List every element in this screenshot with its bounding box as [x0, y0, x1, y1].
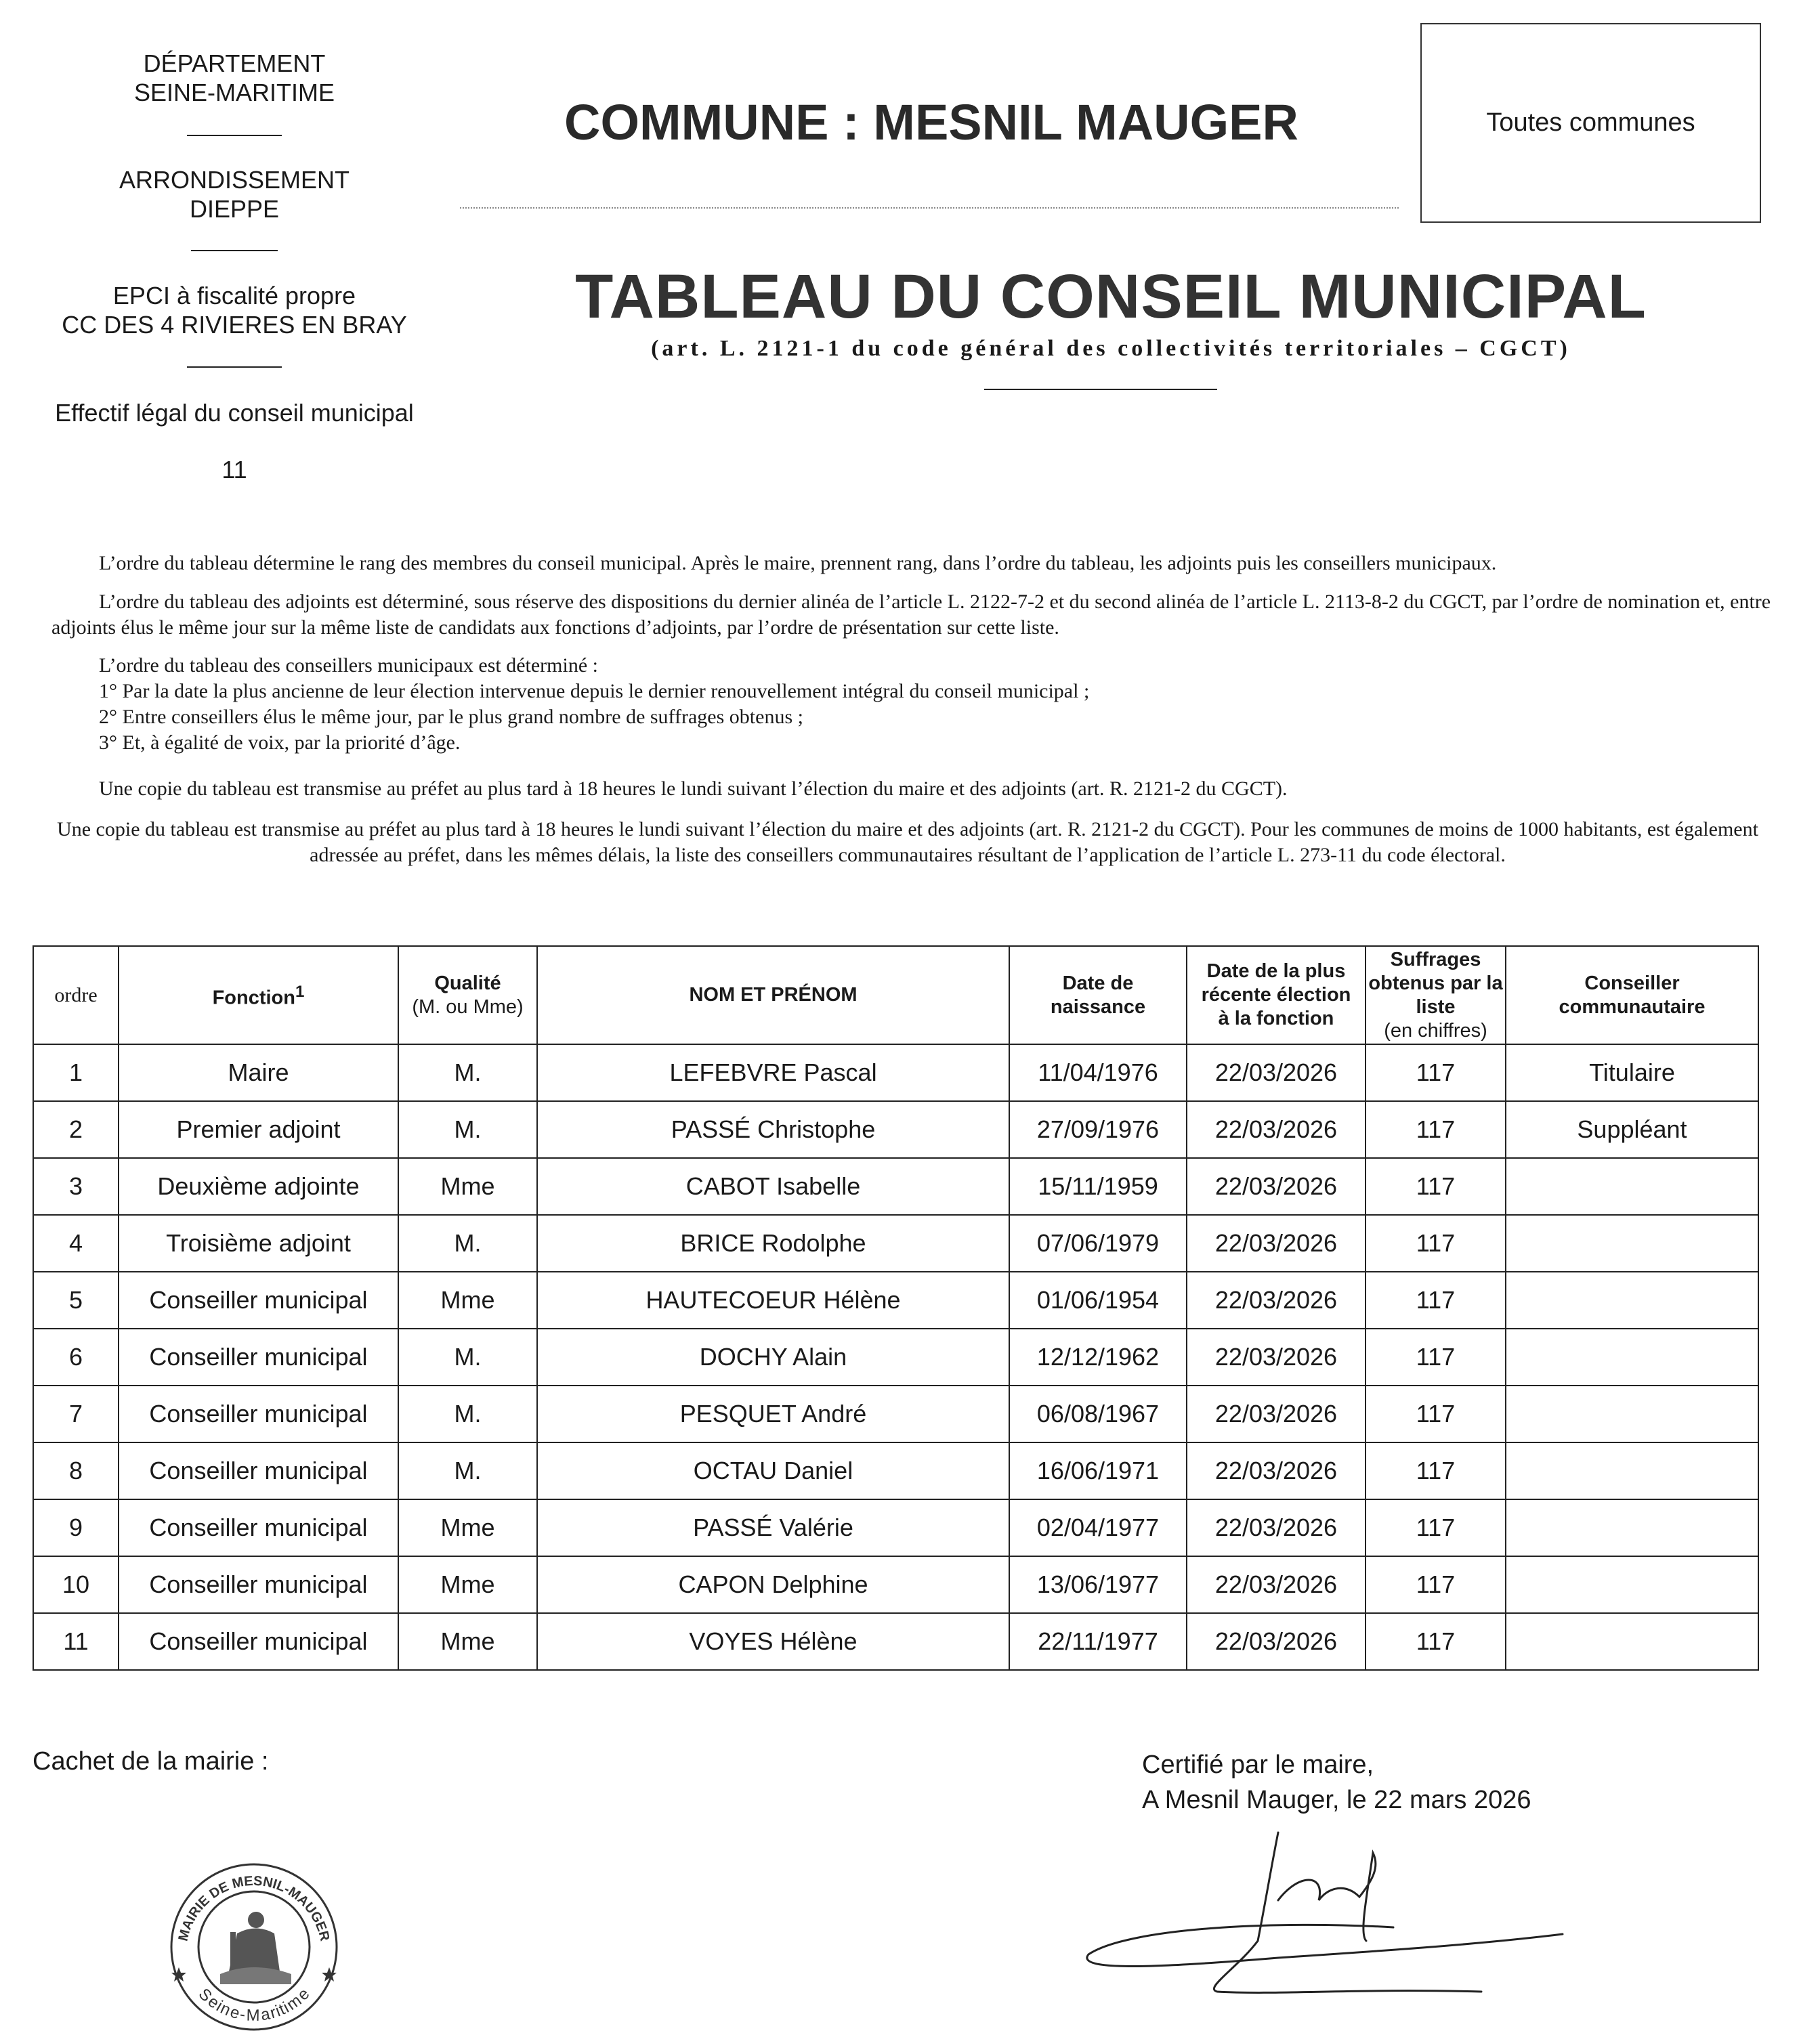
dotted-divider	[460, 207, 1399, 209]
cell-ordre: 6	[33, 1329, 119, 1386]
cell-ordre: 11	[33, 1613, 119, 1670]
table-row	[33, 1442, 1758, 1499]
scope-box	[1420, 23, 1761, 223]
cell-suffrages: 117	[1366, 1272, 1506, 1329]
header-naissance: Date de naissance	[1009, 946, 1187, 1044]
paragraph-3-item-2: 2° Entre conseillers élus le même jour, par le plus grand nombre de suffrages obtenus ;	[99, 706, 803, 728]
cell-suffrages: 117	[1366, 1158, 1506, 1215]
cell-qualite: M.	[398, 1101, 537, 1158]
cell-nom: BRICE Rodolphe	[537, 1215, 1009, 1272]
departement-value: SEINE-MARITIME	[133, 79, 335, 106]
stamp-top-text: MAIRIE DE MESNIL-MAUGER	[175, 1873, 333, 1943]
cell-communautaire	[1506, 1556, 1758, 1613]
cell-suffrages: 117	[1366, 1442, 1506, 1499]
cell-suffrages: 117	[1366, 1329, 1506, 1386]
footnote-marker: 1	[295, 983, 305, 1002]
table-row	[33, 1215, 1758, 1272]
table-row	[33, 1499, 1758, 1556]
cell-election: 22/03/2026	[1187, 1215, 1366, 1272]
header-nom: NOM ET PRÉNOM	[537, 946, 1009, 1044]
cell-naissance: 27/09/1976	[1009, 1101, 1187, 1158]
mairie-stamp	[163, 1859, 345, 2035]
cell-election: 22/03/2026	[1187, 1044, 1366, 1101]
cell-communautaire: Suppléant	[1506, 1101, 1758, 1158]
cell-suffrages: 117	[1366, 1613, 1506, 1670]
cell-qualite: M.	[398, 1386, 537, 1442]
cell-ordre: 5	[33, 1272, 119, 1329]
cell-communautaire	[1506, 1613, 1758, 1670]
header-suffrages-sub: (en chiffres)	[1384, 1019, 1487, 1042]
cell-qualite: M.	[398, 1215, 537, 1272]
cell-fonction: Conseiller municipal	[119, 1329, 398, 1386]
cell-qualite: M.	[398, 1044, 537, 1101]
cell-naissance: 16/06/1971	[1009, 1442, 1187, 1499]
cell-election: 22/03/2026	[1187, 1329, 1366, 1386]
cachet-label: Cachet de la mairie :	[33, 1747, 269, 1776]
cell-communautaire	[1506, 1158, 1758, 1215]
cell-ordre: 8	[33, 1442, 119, 1499]
header-qualite	[398, 946, 537, 1044]
cell-ordre: 10	[33, 1556, 119, 1613]
paragraph-2: L’ordre du tableau des adjoints est déterminé, sous réserve des dispositions du dernier alinéa de l’article L. 2122-7-2 et du second alinéa de l’article L. 2113-8-2 du CGCT, par l’ordre de nomination et, entre adjoints élus le même jour sur la même liste de candidats aux fonctions d’adjoints, par l’ordre de présentation sur cette liste.	[51, 591, 1771, 639]
cell-naissance: 01/06/1954	[1009, 1272, 1187, 1329]
arrondissement-value: DIEPPE	[189, 195, 280, 223]
cell-nom: PESQUET André	[537, 1386, 1009, 1442]
cell-naissance: 02/04/1977	[1009, 1499, 1187, 1556]
certification-line-1: Certifié par le maire,	[1142, 1751, 1374, 1779]
header-qualite-sub: (M. ou Mme)	[412, 995, 524, 1018]
cell-qualite: M.	[398, 1442, 537, 1499]
table-row	[33, 1272, 1758, 1329]
mayor-signature	[1075, 1826, 1569, 2002]
paragraph-3-item-3: 3° Et, à égalité de voix, par la priorité d’âge.	[99, 731, 461, 754]
cell-nom: DOCHY Alain	[537, 1329, 1009, 1386]
title-underline	[984, 389, 1217, 390]
header-communautaire: Conseiller communautaire	[1506, 946, 1758, 1044]
cell-fonction: Conseiller municipal	[119, 1613, 398, 1670]
cell-communautaire	[1506, 1272, 1758, 1329]
marianne-figure	[220, 1912, 291, 1984]
cell-communautaire: Titulaire	[1506, 1044, 1758, 1101]
cell-election: 22/03/2026	[1187, 1272, 1366, 1329]
paragraph-5: Une copie du tableau est transmise au préfet au plus tard à 18 heures le lundi suivant l’élection du maire et des adjoints (art. R. 2121-2 du CGCT). Pour les communes de moins de 1000 habitants, est également adressée au préfet, dans les mêmes délais, la liste des conseillers communautaires résultant de l’application de l’article L. 273-11 du code électoral.	[57, 818, 1758, 866]
header-election: Date de la plus récente élection à la fonction	[1187, 946, 1366, 1044]
cell-nom: PASSÉ Valérie	[537, 1499, 1009, 1556]
effectif-value: 11	[221, 456, 247, 484]
header-suffrages	[1366, 946, 1506, 1044]
cell-naissance: 06/08/1967	[1009, 1386, 1187, 1442]
header-qualite-label: Qualité	[434, 972, 501, 994]
document-title: TABLEAU DU CONSEIL MUNICIPAL	[575, 262, 1647, 331]
table-row	[33, 1158, 1758, 1215]
cell-nom: CABOT Isabelle	[537, 1158, 1009, 1215]
paragraph-1: L’ordre du tableau détermine le rang des membres du conseil municipal. Après le maire, prennent rang, dans l’ordre du tableau, les adjoints puis les conseillers municipaux.	[99, 552, 1497, 574]
paragraph-3: L’ordre du tableau des conseillers municipaux est déterminé :	[99, 654, 598, 677]
cell-fonction: Conseiller municipal	[119, 1272, 398, 1329]
cell-fonction: Premier adjoint	[119, 1101, 398, 1158]
paragraph-4: Une copie du tableau est transmise au préfet au plus tard à 18 heures le lundi suivant l’élection du maire et des adjoints (art. R. 2121-2 du CGCT).	[99, 777, 1288, 800]
cell-election: 22/03/2026	[1187, 1158, 1366, 1215]
cell-election: 22/03/2026	[1187, 1613, 1366, 1670]
table-row	[33, 1556, 1758, 1613]
cell-suffrages: 117	[1366, 1499, 1506, 1556]
document-subtitle: (art. L. 2121-1 du code général des collectivités territoriales – CGCT)	[651, 336, 1571, 361]
cell-fonction: Conseiller municipal	[119, 1386, 398, 1442]
cell-election: 22/03/2026	[1187, 1442, 1366, 1499]
cell-suffrages: 117	[1366, 1101, 1506, 1158]
cell-nom: LEFEBVRE Pascal	[537, 1044, 1009, 1101]
cell-suffrages: 117	[1366, 1386, 1506, 1442]
cell-fonction: Conseiller municipal	[119, 1556, 398, 1613]
departement-label: DÉPARTEMENT	[143, 49, 326, 77]
cell-naissance: 13/06/1977	[1009, 1556, 1187, 1613]
cell-fonction: Conseiller municipal	[119, 1499, 398, 1556]
cell-qualite: Mme	[398, 1556, 537, 1613]
cell-qualite: M.	[398, 1329, 537, 1386]
cell-communautaire	[1506, 1499, 1758, 1556]
cell-qualite: Mme	[398, 1499, 537, 1556]
table-row	[33, 1386, 1758, 1442]
cell-suffrages: 117	[1366, 1215, 1506, 1272]
cell-ordre: 1	[33, 1044, 119, 1101]
cell-election: 22/03/2026	[1187, 1101, 1366, 1158]
cell-communautaire	[1506, 1386, 1758, 1442]
cell-ordre: 2	[33, 1101, 119, 1158]
cell-nom: PASSÉ Christophe	[537, 1101, 1009, 1158]
certification-line-2: A Mesnil Mauger, le 22 mars 2026	[1142, 1786, 1531, 1814]
cell-fonction: Maire	[119, 1044, 398, 1101]
cell-naissance: 15/11/1959	[1009, 1158, 1187, 1215]
header-ordre: ordre	[33, 946, 119, 1044]
cell-suffrages: 117	[1366, 1556, 1506, 1613]
council-table	[33, 945, 1759, 1671]
cell-naissance: 07/06/1979	[1009, 1215, 1187, 1272]
cell-fonction: Conseiller municipal	[119, 1442, 398, 1499]
divider	[191, 250, 278, 251]
divider	[187, 135, 282, 136]
cell-ordre: 3	[33, 1158, 119, 1215]
arrondissement-label: ARRONDISSEMENT	[119, 166, 350, 194]
cell-communautaire	[1506, 1215, 1758, 1272]
commune-title: COMMUNE : MESNIL MAUGER	[564, 94, 1298, 150]
stamp-bottom-text: Seine-Maritime	[194, 1984, 314, 2025]
cell-nom: CAPON Delphine	[537, 1556, 1009, 1613]
effectif-label: Effectif légal du conseil municipal	[55, 399, 414, 427]
cell-qualite: Mme	[398, 1272, 537, 1329]
table-row	[33, 1044, 1758, 1101]
header-fonction	[119, 946, 398, 1044]
paragraph-3-item-1: 1° Par la date la plus ancienne de leur élection intervenue depuis le dernier renouvellement intégral du conseil municipal ;	[99, 680, 1090, 702]
table-row	[33, 1613, 1758, 1670]
epci-value: CC DES 4 RIVIERES EN BRAY	[62, 311, 407, 339]
cell-naissance: 11/04/1976	[1009, 1044, 1187, 1101]
cell-naissance: 12/12/1962	[1009, 1329, 1187, 1386]
cell-ordre: 9	[33, 1499, 119, 1556]
cell-naissance: 22/11/1977	[1009, 1613, 1187, 1670]
cell-suffrages: 117	[1366, 1044, 1506, 1101]
cell-election: 22/03/2026	[1187, 1556, 1366, 1613]
cell-fonction: Deuxième adjointe	[119, 1158, 398, 1215]
cell-nom: OCTAU Daniel	[537, 1442, 1009, 1499]
cell-nom: HAUTECOEUR Hélène	[537, 1272, 1009, 1329]
table-row	[33, 1101, 1758, 1158]
cell-election: 22/03/2026	[1187, 1386, 1366, 1442]
divider	[187, 366, 282, 368]
cell-communautaire	[1506, 1329, 1758, 1386]
cell-ordre: 7	[33, 1386, 119, 1442]
cell-election: 22/03/2026	[1187, 1499, 1366, 1556]
scope-box-text: Toutes communes	[1486, 108, 1695, 137]
epci-label: EPCI à fiscalité propre	[112, 282, 356, 309]
header-fonction-label: Fonction	[212, 987, 295, 1009]
cell-nom: VOYES Hélène	[537, 1613, 1009, 1670]
cell-ordre: 4	[33, 1215, 119, 1272]
table-row	[33, 1329, 1758, 1386]
cell-fonction: Troisième adjoint	[119, 1215, 398, 1272]
certification	[1142, 1747, 1531, 1818]
cell-communautaire	[1506, 1442, 1758, 1499]
cell-qualite: Mme	[398, 1158, 537, 1215]
header-suffrages-label: Suffrages obtenus par la liste	[1368, 948, 1503, 1018]
table-header-row	[33, 946, 1758, 1044]
cell-qualite: Mme	[398, 1613, 537, 1670]
